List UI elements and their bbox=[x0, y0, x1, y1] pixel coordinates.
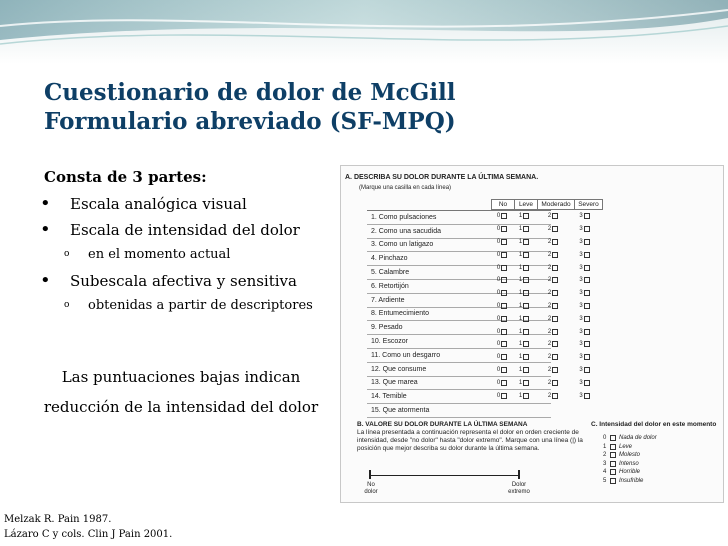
intensity-label: Intenso bbox=[619, 460, 639, 467]
rating-checkbox bbox=[535, 213, 571, 219]
checkbox-square-icon bbox=[523, 226, 529, 232]
checkbox-square-icon bbox=[523, 393, 529, 399]
rating-number: 2 bbox=[547, 290, 552, 297]
rating-checkbox bbox=[491, 226, 513, 232]
rating-checkbox bbox=[513, 354, 535, 360]
checkbox-square-icon bbox=[523, 367, 529, 373]
intensity-number: 4 bbox=[603, 469, 607, 475]
checkbox-square-icon bbox=[552, 290, 558, 296]
rating-checkbox bbox=[571, 252, 598, 258]
checkbox-square-icon bbox=[523, 239, 529, 245]
checkbox-square-icon bbox=[584, 252, 590, 258]
checkbox-square-icon bbox=[552, 265, 558, 271]
rating-checkbox bbox=[513, 226, 535, 232]
rating-checkbox bbox=[571, 341, 598, 347]
rating-checkbox bbox=[491, 239, 513, 245]
rating-checkbox bbox=[491, 380, 513, 386]
descriptor-label: 11. Como un desgarro bbox=[371, 351, 441, 359]
rating-number: 2 bbox=[547, 251, 552, 258]
checkbox-square-icon bbox=[501, 252, 507, 258]
rating-checkbox bbox=[571, 226, 598, 232]
rating-number: 2 bbox=[547, 238, 552, 245]
descriptor-label: 7. Ardiente bbox=[371, 296, 405, 304]
column-headers bbox=[491, 199, 602, 210]
checkbox-square-icon bbox=[501, 354, 507, 360]
rating-checkbox bbox=[491, 393, 513, 399]
checkbox-square-icon bbox=[584, 341, 590, 347]
rating-number: 2 bbox=[547, 379, 552, 386]
section-b-text: La línea presentada a continuación representa el dolor en orden creciente de intensidad, desde "no dolor" hasta "dolor extremo". Marque con una línea (|) la posición que mejor describa su dolor durante la última semana. bbox=[357, 429, 583, 452]
checkbox-square-icon bbox=[584, 277, 590, 283]
summary-line-2: reducción de la intensidad del dolor bbox=[43, 398, 319, 416]
rating-number: 1 bbox=[518, 238, 523, 245]
rating-number: 3 bbox=[579, 379, 583, 386]
vas-right-end bbox=[518, 470, 520, 479]
rating-checkbox bbox=[513, 393, 535, 399]
sub-bullet-item bbox=[44, 298, 313, 313]
circle-bullet-icon: o bbox=[64, 300, 70, 310]
rating-checkbox bbox=[513, 290, 535, 296]
rating-number: 1 bbox=[518, 392, 523, 399]
checkbox-square-icon bbox=[501, 277, 507, 283]
descriptor-label: 4. Pinchazo bbox=[371, 255, 408, 263]
rating-checkbox bbox=[571, 354, 598, 360]
rating-number: 0 bbox=[496, 392, 501, 399]
rating-checkbox bbox=[535, 354, 571, 360]
rating-checkbox bbox=[535, 290, 571, 296]
column-header: Severo bbox=[574, 199, 603, 210]
rating-number: 3 bbox=[579, 277, 583, 284]
rating-number: 0 bbox=[496, 315, 501, 322]
rating-number: 3 bbox=[579, 226, 583, 233]
checkbox-square-icon bbox=[552, 329, 558, 335]
checkbox-square-icon bbox=[501, 303, 507, 309]
checkbox-square-icon bbox=[584, 393, 590, 399]
vas-left-end bbox=[369, 470, 371, 479]
checkbox-square-icon bbox=[523, 316, 529, 322]
rating-number: 3 bbox=[579, 251, 583, 258]
rating-number: 0 bbox=[496, 366, 501, 373]
rating-checkbox bbox=[491, 252, 513, 258]
rating-checkbox bbox=[513, 303, 535, 309]
checkbox-square-icon bbox=[584, 213, 590, 219]
rating-number: 1 bbox=[518, 251, 523, 258]
rating-checkbox bbox=[491, 277, 513, 283]
rating-number: 3 bbox=[579, 392, 583, 399]
rating-number: 3 bbox=[579, 213, 583, 220]
rating-number: 3 bbox=[579, 366, 583, 373]
intensity-label: Nada de dolor bbox=[619, 435, 657, 441]
bullet-label: Subescala afectiva y sensitiva bbox=[70, 272, 297, 290]
rating-number: 0 bbox=[496, 213, 501, 220]
rating-checkbox bbox=[491, 316, 513, 322]
checkbox-square-icon bbox=[501, 213, 507, 219]
checkbox-square-icon bbox=[501, 367, 507, 373]
checkbox-square-icon bbox=[610, 444, 616, 450]
checkbox-square-icon bbox=[584, 226, 590, 232]
intensity-label: Leve bbox=[619, 443, 633, 450]
checkbox-row bbox=[491, 248, 598, 261]
rating-number: 3 bbox=[579, 264, 583, 271]
checkbox-square-icon bbox=[501, 341, 507, 347]
descriptor-label: 3. Como un latigazo bbox=[371, 241, 434, 249]
intensity-item bbox=[603, 443, 657, 452]
descriptor-label: 2. Como una sacudida bbox=[371, 227, 442, 235]
checkbox-square-icon bbox=[552, 316, 558, 322]
rating-number: 2 bbox=[547, 277, 552, 284]
descriptor-label: 1. Como pulsaciones bbox=[371, 213, 437, 221]
rating-checkbox bbox=[571, 213, 598, 219]
rating-checkbox bbox=[513, 239, 535, 245]
rating-number: 0 bbox=[496, 251, 501, 258]
rating-checkbox bbox=[535, 329, 571, 335]
rating-checkbox bbox=[571, 316, 598, 322]
checkbox-square-icon bbox=[610, 469, 616, 475]
header-decoration bbox=[0, 0, 728, 64]
checkbox-square-icon bbox=[610, 461, 616, 467]
checkbox-square-icon bbox=[552, 380, 558, 386]
rating-checkbox bbox=[513, 265, 535, 271]
checkbox-square-icon bbox=[501, 239, 507, 245]
rating-checkbox bbox=[491, 303, 513, 309]
rating-number: 1 bbox=[518, 302, 523, 309]
rating-checkbox bbox=[491, 329, 513, 335]
intensity-item bbox=[603, 451, 657, 460]
descriptor-label: 15. Que atormenta bbox=[371, 407, 430, 415]
checkbox-square-icon bbox=[523, 277, 529, 283]
vas-line bbox=[369, 475, 519, 476]
checkbox-square-icon bbox=[501, 380, 507, 386]
intensity-number: 0 bbox=[603, 435, 607, 441]
rating-checkbox bbox=[571, 367, 598, 373]
rating-checkbox bbox=[535, 265, 571, 271]
rating-number: 2 bbox=[547, 213, 552, 220]
rating-checkbox bbox=[535, 393, 571, 399]
column-header: No bbox=[491, 199, 515, 210]
rating-checkbox bbox=[571, 239, 598, 245]
checkbox-square-icon bbox=[584, 303, 590, 309]
checkbox-square-icon bbox=[523, 341, 529, 347]
intensity-item bbox=[603, 468, 657, 477]
rating-number: 3 bbox=[579, 302, 583, 309]
rating-number: 2 bbox=[547, 315, 552, 322]
checkbox-square-icon bbox=[501, 226, 507, 232]
checkbox-row bbox=[491, 312, 598, 325]
checkbox-row bbox=[491, 351, 598, 364]
rating-checkbox bbox=[513, 277, 535, 283]
checkbox-grid bbox=[491, 210, 598, 402]
checkbox-square-icon bbox=[552, 213, 558, 219]
rating-checkbox bbox=[535, 252, 571, 258]
checkbox-row bbox=[491, 261, 598, 274]
checkbox-row bbox=[491, 236, 598, 249]
vas-right-label: Dolor extremo bbox=[508, 482, 530, 495]
intensity-number: 5 bbox=[603, 477, 607, 484]
checkbox-row bbox=[491, 364, 598, 377]
checkbox-row bbox=[491, 210, 598, 223]
checkbox-square-icon bbox=[584, 265, 590, 271]
rating-checkbox bbox=[535, 380, 571, 386]
rating-number: 0 bbox=[496, 226, 501, 233]
checkbox-square-icon bbox=[584, 354, 590, 360]
checkbox-square-icon bbox=[523, 329, 529, 335]
descriptor-label: 6. Retortijón bbox=[371, 282, 409, 290]
rating-checkbox bbox=[571, 277, 598, 283]
rating-number: 1 bbox=[518, 354, 523, 361]
rating-checkbox bbox=[571, 393, 598, 399]
rating-number: 2 bbox=[547, 392, 552, 399]
title-line-1: Cuestionario de dolor de McGill bbox=[44, 79, 456, 106]
checkbox-square-icon bbox=[523, 303, 529, 309]
rating-number: 0 bbox=[496, 277, 501, 284]
section-a-subtitle: (Marque una casilla en cada línea) bbox=[359, 185, 452, 191]
slide-title bbox=[44, 78, 456, 136]
rating-checkbox bbox=[571, 380, 598, 386]
checkbox-row bbox=[491, 287, 598, 300]
rating-number: 1 bbox=[518, 290, 523, 297]
rating-number: 2 bbox=[547, 354, 552, 361]
rating-number: 1 bbox=[518, 226, 523, 233]
rating-number: 3 bbox=[579, 238, 583, 245]
checkbox-square-icon bbox=[584, 380, 590, 386]
rating-number: 1 bbox=[518, 277, 523, 284]
checkbox-square-icon bbox=[552, 277, 558, 283]
rating-number: 1 bbox=[518, 379, 523, 386]
checkbox-square-icon bbox=[610, 452, 616, 458]
checkbox-square-icon bbox=[552, 341, 558, 347]
bullet-label: Escala de intensidad del dolor bbox=[70, 221, 300, 239]
intensity-label: Horrible bbox=[619, 469, 641, 475]
title-line-2: Formulario abreviado (SF-MPQ) bbox=[44, 108, 456, 135]
rating-number: 1 bbox=[518, 341, 523, 348]
bullet-dot-icon: • bbox=[40, 270, 51, 291]
checkbox-square-icon bbox=[584, 239, 590, 245]
checkbox-square-icon bbox=[584, 290, 590, 296]
intensity-label: Molesto bbox=[619, 452, 641, 458]
rating-number: 2 bbox=[547, 226, 552, 233]
rating-checkbox bbox=[491, 213, 513, 219]
rating-number: 0 bbox=[496, 290, 501, 297]
checkbox-square-icon bbox=[584, 329, 590, 335]
bullet-label: Escala analógica visual bbox=[70, 195, 247, 213]
descriptor-label: 5. Calambre bbox=[371, 269, 410, 277]
rating-number: 3 bbox=[579, 315, 583, 322]
bullet-dot-icon: • bbox=[40, 193, 51, 214]
intensity-number: 3 bbox=[603, 460, 607, 467]
rating-checkbox bbox=[513, 380, 535, 386]
rating-number: 0 bbox=[496, 328, 501, 335]
checkbox-row bbox=[491, 223, 598, 236]
checkbox-row bbox=[491, 389, 598, 402]
rating-number: 2 bbox=[547, 366, 552, 373]
rating-number: 3 bbox=[579, 341, 583, 348]
checkbox-square-icon bbox=[552, 354, 558, 360]
checkbox-square-icon bbox=[610, 435, 616, 441]
section-b-title: B. VALORE SU DOLOR DURANTE LA ÚLTIMA SEMANA bbox=[357, 421, 528, 428]
checkbox-square-icon bbox=[552, 367, 558, 373]
questionnaire-image bbox=[340, 165, 724, 503]
checkbox-square-icon bbox=[501, 329, 507, 335]
vas-left-label: No dolor bbox=[364, 482, 378, 495]
references bbox=[4, 512, 172, 542]
checkbox-square-icon bbox=[523, 252, 529, 258]
rating-number: 2 bbox=[547, 328, 552, 335]
checkbox-row bbox=[491, 274, 598, 287]
rating-number: 1 bbox=[518, 264, 523, 271]
summary-text bbox=[26, 362, 336, 422]
checkbox-square-icon bbox=[523, 265, 529, 271]
checkbox-row bbox=[491, 325, 598, 338]
rating-checkbox bbox=[491, 367, 513, 373]
descriptor-label: 13. Que marea bbox=[371, 379, 418, 387]
section-b bbox=[357, 421, 587, 453]
descriptor-label: 12. Que consume bbox=[371, 365, 427, 373]
rating-checkbox bbox=[571, 290, 598, 296]
sub-bullet-label: en el momento actual bbox=[88, 247, 231, 262]
rating-number: 0 bbox=[496, 238, 501, 245]
checkbox-square-icon bbox=[552, 393, 558, 399]
intensity-item bbox=[603, 434, 657, 443]
rating-checkbox bbox=[571, 303, 598, 309]
rating-checkbox bbox=[535, 226, 571, 232]
rating-number: 0 bbox=[496, 354, 501, 361]
rating-checkbox bbox=[513, 341, 535, 347]
sub-bullet-item bbox=[44, 247, 313, 262]
checkbox-square-icon bbox=[552, 303, 558, 309]
rating-checkbox bbox=[513, 252, 535, 258]
intensity-item bbox=[603, 477, 657, 486]
rating-checkbox bbox=[491, 290, 513, 296]
column-header: Moderado bbox=[537, 199, 575, 210]
rating-number: 1 bbox=[518, 366, 523, 373]
rating-checkbox bbox=[513, 213, 535, 219]
checkbox-row bbox=[491, 376, 598, 389]
summary-line-1: Las puntuaciones bajas indican bbox=[61, 368, 301, 386]
intensity-number: 2 bbox=[603, 452, 607, 458]
rating-checkbox bbox=[535, 341, 571, 347]
rating-number: 2 bbox=[547, 341, 552, 348]
rating-checkbox bbox=[491, 265, 513, 271]
checkbox-square-icon bbox=[523, 354, 529, 360]
rating-checkbox bbox=[535, 303, 571, 309]
checkbox-square-icon bbox=[584, 316, 590, 322]
rating-number: 1 bbox=[518, 213, 523, 220]
descriptor-label: 14. Temible bbox=[371, 393, 407, 401]
circle-bullet-icon: o bbox=[64, 249, 70, 259]
checkbox-square-icon bbox=[501, 265, 507, 271]
checkbox-square-icon bbox=[523, 213, 529, 219]
rating-number: 0 bbox=[496, 341, 501, 348]
rating-number: 0 bbox=[496, 264, 501, 271]
checkbox-row bbox=[491, 300, 598, 313]
rating-number: 1 bbox=[518, 315, 523, 322]
intro-text: Consta de 3 partes: bbox=[44, 168, 207, 186]
checkbox-square-icon bbox=[584, 367, 590, 373]
bullet-item bbox=[40, 270, 313, 291]
rating-checkbox bbox=[535, 277, 571, 283]
rating-number: 2 bbox=[547, 264, 552, 271]
rating-number: 3 bbox=[579, 328, 583, 335]
rating-number: 0 bbox=[496, 379, 501, 386]
rating-checkbox bbox=[571, 265, 598, 271]
bullet-item bbox=[40, 193, 313, 214]
reference-1: Melzak R. Pain 1987. bbox=[4, 514, 112, 525]
checkbox-square-icon bbox=[501, 290, 507, 296]
column-header: Leve bbox=[514, 199, 538, 210]
checkbox-row bbox=[491, 338, 598, 351]
checkbox-square-icon bbox=[552, 239, 558, 245]
bullet-dot-icon: • bbox=[40, 219, 51, 240]
section-c-title: C. Intensidad del dolor en este momento bbox=[591, 421, 717, 428]
rating-checkbox bbox=[535, 239, 571, 245]
rating-checkbox bbox=[491, 341, 513, 347]
rating-checkbox bbox=[513, 367, 535, 373]
checkbox-square-icon bbox=[523, 290, 529, 296]
section-a-title: A. DESCRIBA SU DOLOR DURANTE LA ÚLTIMA SEMANA. bbox=[345, 174, 539, 181]
rating-checkbox bbox=[535, 367, 571, 373]
rating-checkbox bbox=[513, 316, 535, 322]
checkbox-square-icon bbox=[501, 393, 507, 399]
bullet-list bbox=[40, 168, 313, 323]
rating-number: 2 bbox=[547, 302, 552, 309]
reference-2: Lázaro C y cols. Clin J Pain 2001. bbox=[4, 529, 173, 540]
intensity-label: Insufrible bbox=[619, 477, 644, 484]
intensity-list bbox=[603, 434, 657, 485]
rating-checkbox bbox=[491, 354, 513, 360]
rating-number: 1 bbox=[518, 328, 523, 335]
rating-checkbox bbox=[513, 329, 535, 335]
intensity-number: 1 bbox=[603, 443, 607, 450]
descriptor-label: 9. Pesado bbox=[371, 324, 403, 332]
rating-checkbox bbox=[571, 329, 598, 335]
checkbox-square-icon bbox=[610, 478, 616, 484]
bullet-item bbox=[40, 219, 313, 240]
rating-number: 3 bbox=[579, 354, 583, 361]
rating-number: 0 bbox=[496, 302, 501, 309]
descriptor-row bbox=[367, 404, 551, 418]
descriptor-label: 8. Entumecimiento bbox=[371, 310, 429, 318]
checkbox-square-icon bbox=[552, 252, 558, 258]
sub-bullet-label: obtenidas a partir de descriptores bbox=[88, 298, 313, 313]
rating-number: 3 bbox=[579, 290, 583, 297]
rating-checkbox bbox=[535, 316, 571, 322]
checkbox-square-icon bbox=[523, 380, 529, 386]
checkbox-square-icon bbox=[552, 226, 558, 232]
descriptor-label: 10. Escozor bbox=[371, 338, 408, 346]
intensity-item bbox=[603, 460, 657, 469]
checkbox-square-icon bbox=[501, 316, 507, 322]
